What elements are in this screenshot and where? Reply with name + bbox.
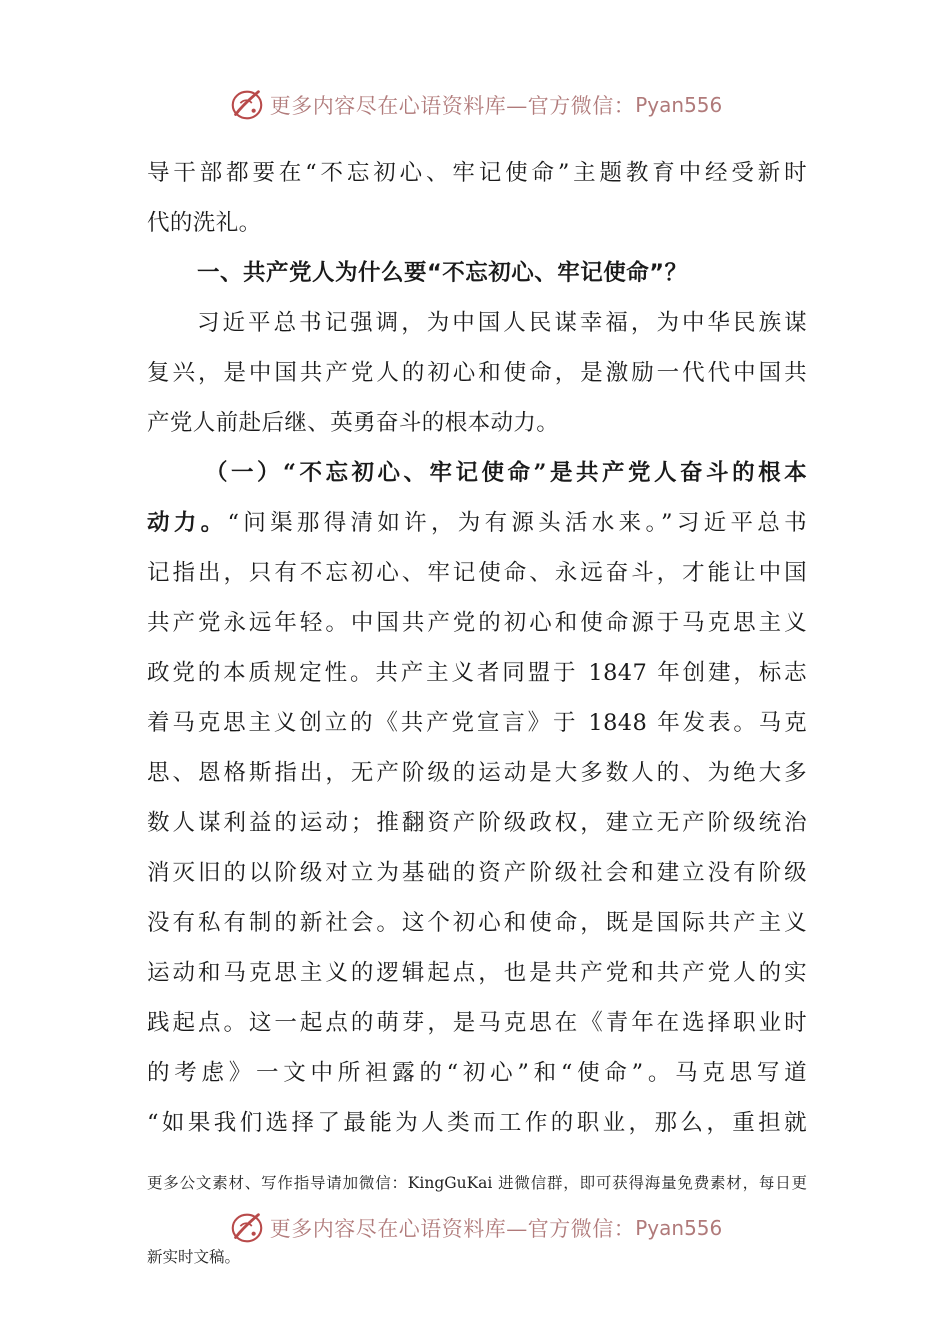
brush-logo-icon [228, 1209, 266, 1247]
paragraph-line: 运动和马克思主义的逻辑起点，也是共产党和共产党人的实 [147, 960, 807, 986]
paragraph-line: 共产党永远年轻。中国共产党的初心和使命源于马克思主义 [147, 610, 807, 636]
subheading-line-2 [147, 508, 807, 538]
paragraph-line: 践起点。这一起点的萌芽，是马克思在《青年在选择职业时 [147, 1010, 807, 1036]
paragraph-line: 产党人前赴后继、英勇奋斗的根本动力。 [147, 410, 560, 436]
subheading-line: （一）“不忘初心、牢记使命”是共产党人奋斗的根本 [205, 460, 807, 486]
paragraph-line: 消灭旧的以阶级对立为基础的资产阶级社会和建立没有阶级 [147, 860, 807, 886]
subheading-tail: 动力。 [147, 510, 228, 536]
paragraph-line: 的考虑》一文中所袒露的“初心”和“使命”。马克思写道 [147, 1060, 807, 1086]
brush-logo-icon [228, 86, 266, 124]
watermark-text: 更多内容尽在心语资料库—官方微信： [269, 1217, 636, 1241]
body-line: 代的洗礼。 [147, 210, 262, 236]
paragraph-line: 着马克思主义创立的《共产党宣言》于 1848 年发表。马克 [147, 710, 807, 736]
paragraph-line: 习近平总书记强调，为中国人民谋幸福，为中华民族谋 [197, 310, 807, 336]
paragraph-line: 思、恩格斯指出，无产阶级的运动是大多数人的、为绝大多 [147, 760, 807, 786]
section-heading: 一、共产党人为什么要“不忘初心、牢记使命”？ [197, 260, 688, 286]
paragraph-line: “如果我们选择了最能为人类而工作的职业，那么，重担就 [147, 1110, 807, 1136]
quote-text: “问渠那得清如许，为有源头活水来。”习近平总书 [227, 510, 807, 536]
paragraph-line: 政党的本质规定性。共产主义者同盟于 1847 年创建，标志 [147, 660, 807, 686]
footer-watermark [0, 1209, 950, 1247]
watermark-wechat-id: Pyan556 [635, 1216, 723, 1240]
watermark-wechat-id: Pyan556 [635, 93, 723, 117]
header-watermark [0, 86, 950, 124]
paragraph-line: 复兴，是中国共产党人的初心和使命，是激励一代代中国共 [147, 360, 807, 386]
watermark-text: 更多内容尽在心语资料库—官方微信： [269, 94, 636, 118]
paragraph-line: 数人谋利益的运动；推翻资产阶级政权，建立无产阶级统治 [147, 810, 807, 836]
paragraph-line: 记指出，只有不忘初心、牢记使命、永远奋斗，才能让中国 [147, 560, 807, 586]
paragraph-line: 没有私有制的新社会。这个初心和使命，既是国际共产主义 [147, 910, 807, 936]
body-line: 导干部都要在“不忘初心、牢记使命”主题教育中经受新时 [147, 160, 807, 186]
footer-note: 更多公文素材、写作指导请加微信：KingGuKai 进微信群，即可获得海量免费素材，每日更 [147, 1174, 807, 1192]
footer-note-continued: 新实时文稿。 [147, 1248, 241, 1266]
